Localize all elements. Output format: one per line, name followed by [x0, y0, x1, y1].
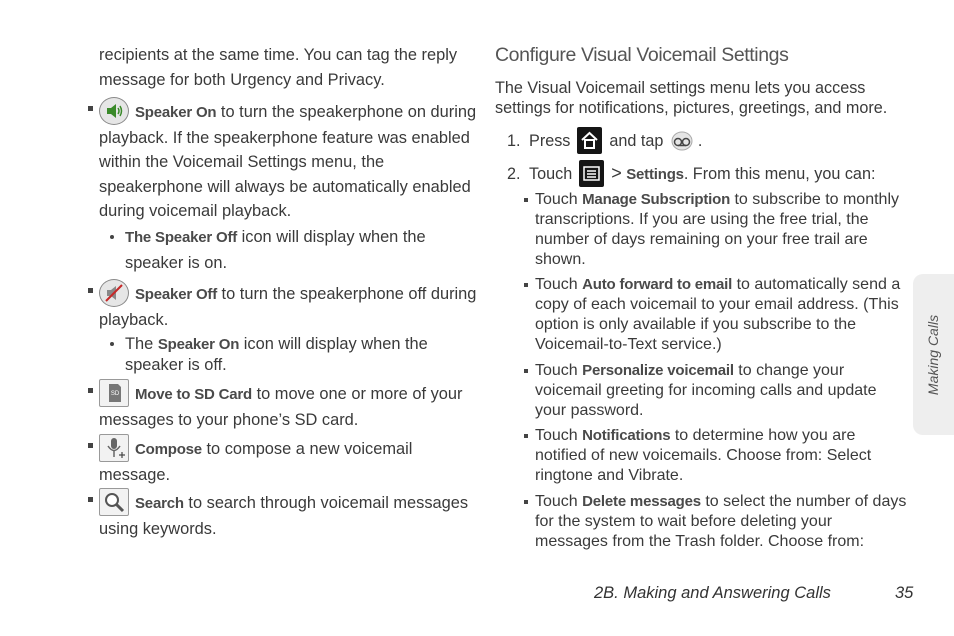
section-heading: Configure Visual Voicemail Settings	[495, 44, 789, 66]
sub-item-speaker-off: The Speaker On icon will display when the speaker is off.	[125, 334, 477, 375]
bullet	[88, 497, 93, 502]
voicemail-icon	[668, 128, 698, 152]
speaker-on-icon	[99, 97, 129, 125]
bullet	[110, 342, 114, 346]
bullet	[524, 434, 528, 438]
bullet	[88, 288, 93, 293]
settings-item-notifications: Touch Notifications to determine how you are notified of new voicemails. Choose from: Select ringtone and Vibrate.	[535, 426, 907, 486]
intro-paragraph: recipients at the same time. You can tag the reply message for both Urgency and Privacy.	[99, 46, 458, 89]
bullet	[88, 443, 93, 448]
bullet	[524, 198, 528, 202]
chapter-side-tab: Making Calls	[913, 274, 954, 435]
step-2: 2. Touch > Settings. From this menu, you can:	[507, 160, 907, 187]
footer-section-title: 2B. Making and Answering Calls	[594, 584, 831, 602]
search-icon	[99, 488, 129, 516]
list-item-speaker-on: Speaker On to turn the speakerphone on during playback. If the speakerphone feature was enabled within the Voicemail Settings menu, the speakerphone will always be automatically enabled during voicemail playback.	[99, 97, 477, 224]
microphone-icon	[99, 434, 129, 462]
bullet	[88, 388, 93, 393]
settings-item-manage-subscription: Touch Manage Subscription to subscribe to monthly transcriptions. If you are using the free trial, the number of days remaining on your free trail are shown.	[535, 190, 907, 270]
intro-paragraph: The Visual Voicemail settings menu lets you access settings for notifications, pictures, greetings, and more.	[495, 79, 888, 117]
list-item-speaker-off: Speaker Off to turn the speakerphone off during playback.	[99, 279, 477, 332]
sd-card-icon	[99, 379, 129, 407]
list-item-sd-card: SD Move to SD Card to move one or more of your messages to your phone’s SD card.	[99, 379, 477, 432]
bullet	[524, 283, 528, 287]
bullet	[524, 369, 528, 373]
bullet	[524, 500, 528, 504]
bullet	[110, 235, 114, 239]
speaker-off-icon	[99, 279, 129, 307]
page-number: 35	[895, 584, 914, 602]
home-key-icon	[577, 127, 602, 154]
settings-item-personalize-voicemail: Touch Personalize voicemail to change your voicemail greeting for incoming calls and update your password.	[535, 361, 907, 421]
list-item-search: Search to search through voicemail messages using keywords.	[99, 488, 477, 541]
settings-item-auto-forward: Touch Auto forward to email to automatically send a copy of each voicemail to your email address. (This option is only available if you subscribe to the Voicemail-to-Text service.)	[535, 275, 907, 355]
list-item-compose: Compose to compose a new voicemail message.	[99, 434, 477, 487]
bullet	[88, 106, 93, 111]
settings-item-delete-messages: Touch Delete messages to select the number of days for the system to wait before deleting your messages from the Trash folder. Choose from:	[535, 492, 907, 552]
sub-item-speaker-on: The Speaker Off icon will display when the speaker is on.	[125, 225, 477, 275]
menu-key-icon	[579, 160, 604, 187]
svg-text:SD: SD	[110, 391, 120, 397]
step-1: 1. Press and tap .	[507, 127, 907, 154]
